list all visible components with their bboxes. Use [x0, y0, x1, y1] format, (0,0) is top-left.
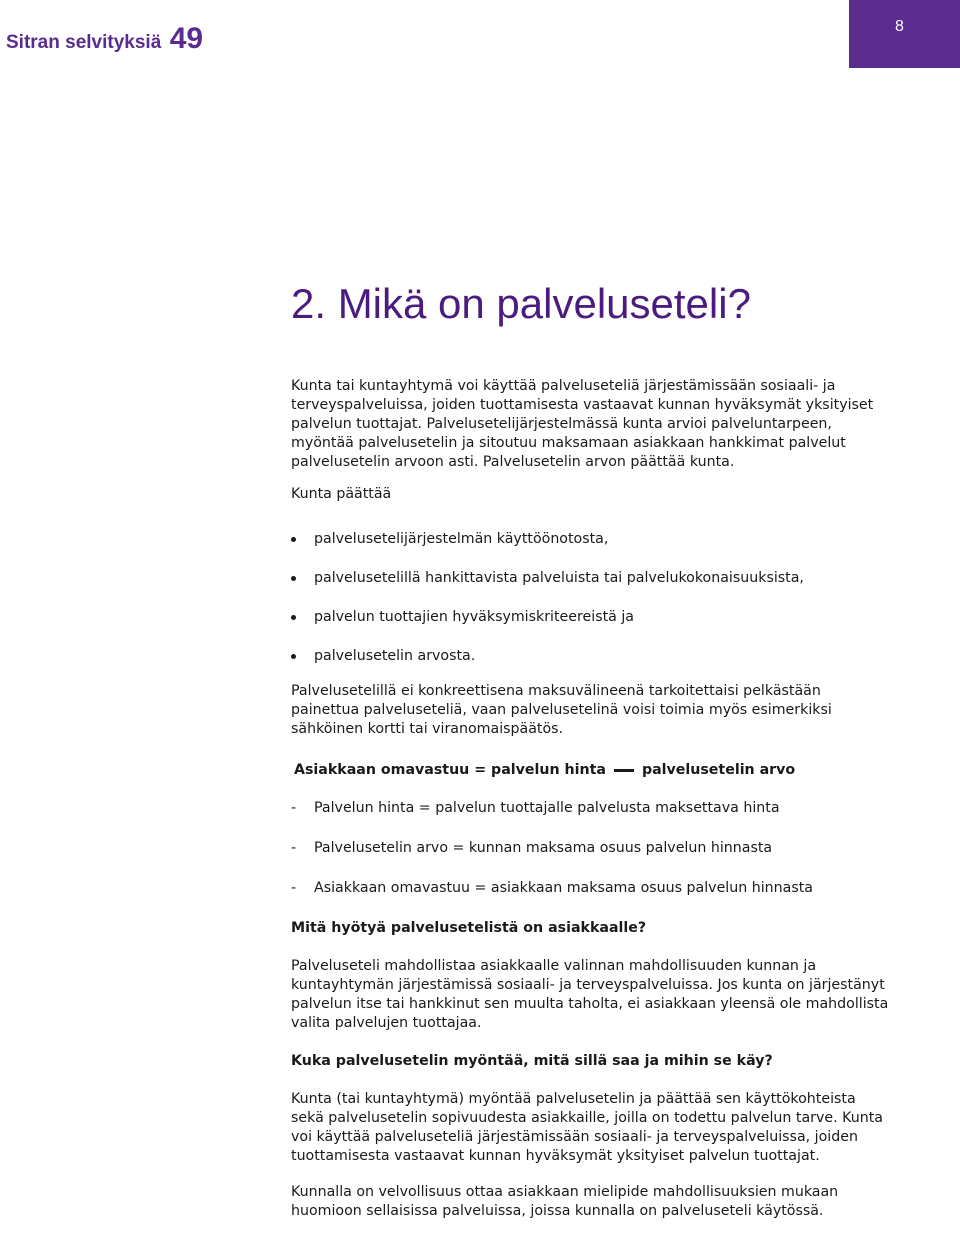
section-paragraph: Kunnalla on velvollisuus ottaa asiakkaan mielipide mahdollisuuksien mukaan huomioon sellaisissa palveluissa, joissa kunnalla on palveluseteli käytössä. [291, 1184, 839, 1219]
formula-right: palvelusetelin arvo [641, 762, 796, 778]
section-paragraph: Kunta (tai kuntayhtymä) myöntää palvelusetelin ja päättää sen käyttökohteista sekä palvelusetelin sopivuudesta asiakkaille, joilla on todettu palvelun tarve. Kunta voi käyttää palveluseteliä järjestämissään sosiaali- ja terveyspalveluissa, joiden tuottamisesta vastaavat kunnan hyväksymät yksityiset palvelun tuottajat. [291, 1091, 883, 1164]
decides-list [291, 530, 891, 666]
section-heading: Mitä hyötyä palvelusetelistä on asiakkaalle? [291, 920, 647, 936]
main-content [291, 377, 891, 1221]
dash-mark: - [291, 800, 297, 816]
list-item-text: palvelusetelijärjestelmän käyttöönotosta, [314, 531, 609, 547]
list-item [291, 647, 891, 666]
formula [294, 761, 891, 780]
page-number: 8 [895, 18, 904, 35]
bullet-icon [291, 615, 296, 620]
list-item-text: palvelusetelillä hankittavista palveluista tai palvelukokonaisuuksista, [314, 570, 804, 586]
page-number-box [849, 0, 960, 68]
list-item [291, 839, 891, 858]
intro-paragraph: Kunta tai kuntayhtymä voi käyttää palveluseteliä järjestämissään sosiaali- ja terveyspalveluissa, joiden tuottamisesta vastaavat kunnan hyväksymät yksityiset palvelun tuottajat. Palvelusetelijärjestelmässä kunta arvioi palveluntarpeen, myöntää palvelusetelin ja sitoutuu maksamaan asiakkaan hankkimat palvelut palvelusetelin arvoon asti. Palvelusetelin arvon päättää kunta. [291, 378, 874, 470]
definitions-list [291, 799, 891, 898]
form-paragraph: Palvelusetelillä ei konkreettisena maksuvälineenä tarkoitettaisi pelkästään painettua palveluseteliä, vaan palvelusetelinä voisi toimia myös esimerkiksi sähköinen kortti tai viranomaispäätös. [291, 683, 832, 737]
formula-left: Asiakkaan omavastuu = palvelun hinta [294, 762, 606, 778]
decides-label: Kunta päättää [291, 486, 392, 502]
list-item [291, 569, 891, 588]
series-number: 49 [169, 22, 204, 55]
bullet-icon [291, 654, 296, 659]
definition-text: Palvelusetelin arvo = kunnan maksama osuus palvelun hinnasta [314, 840, 773, 856]
dash-mark: - [291, 880, 297, 896]
list-item [291, 879, 891, 898]
dash-mark: - [291, 840, 297, 856]
bullet-icon [291, 576, 296, 581]
list-item [291, 608, 891, 627]
section-paragraph: Palveluseteli mahdollistaa asiakkaalle valinnan mahdollisuuden kunnan ja kuntayhtymän järjestämissä sosiaali- ja terveyspalveluissa. Jos kunta on järjestänyt palvelun itse tai hankkinut sen muulta taholta, ei asiakkaan yleensä ole mahdollista valita palvelujen tuottajaa. [291, 958, 889, 1031]
chapter-title: 2. Mikä on palveluseteli? [291, 280, 751, 327]
bullet-icon [291, 537, 296, 542]
list-item [291, 530, 891, 549]
series-name: Sitran selvityksiä [6, 32, 162, 53]
minus-sign [614, 769, 634, 772]
list-item-text: palvelusetelin arvosta. [314, 648, 476, 664]
definition-text: Palvelun hinta = palvelun tuottajalle palvelusta maksettava hinta [314, 800, 780, 816]
list-item [291, 799, 891, 818]
definition-text: Asiakkaan omavastuu = asiakkaan maksama osuus palvelun hinnasta [314, 880, 813, 896]
series-title [6, 22, 203, 56]
list-item-text: palvelun tuottajien hyväksymiskriteereistä ja [314, 609, 635, 625]
section-heading: Kuka palvelusetelin myöntää, mitä sillä saa ja mihin se käy? [291, 1053, 773, 1069]
